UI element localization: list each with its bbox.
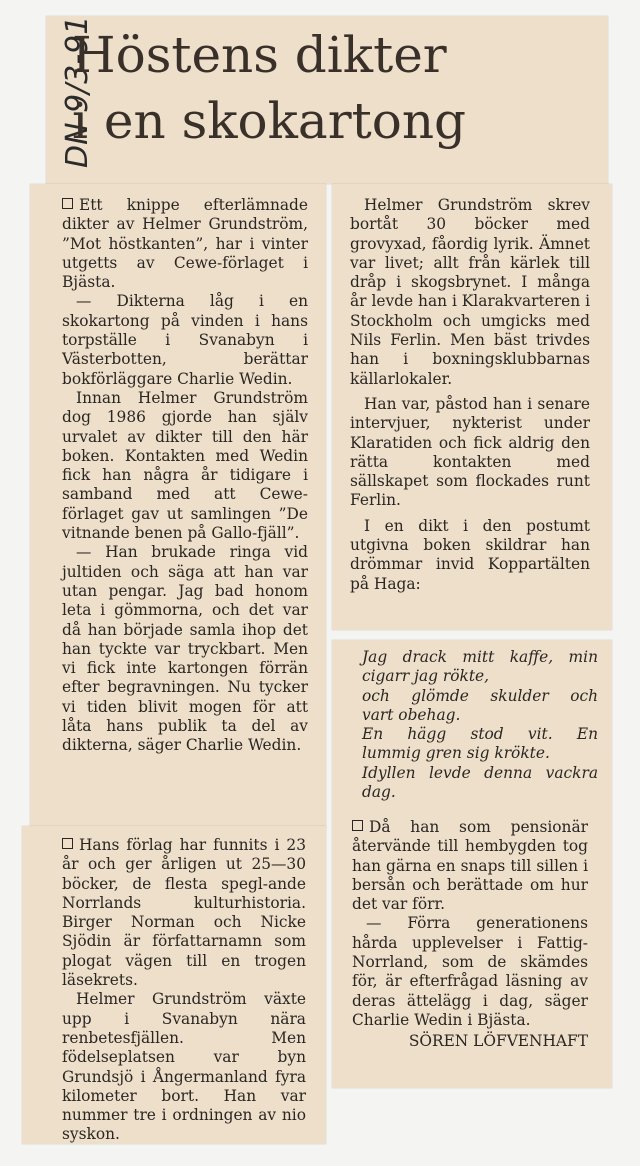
- column-4-paragraph: — Förra generationens hårda upplevelser i Fattig-Norrland, som de skämdes för, är efterfrågad läsning av deras ättelägg i dag, säger Charlie Wedin i Bjästa.: [352, 914, 588, 1029]
- byline: SÖREN LÖFVENHAFT: [408, 1032, 588, 1051]
- column-3-paragraph: Hans förlag har funnits i 23 år och ger årligen ut 25—30 böcker, de flesta spegl-ande Norrlands kulturhistoria. Birger Norman och Nicke Sjödin är författarnamn som plogat vägen till en trogen läsekrets.: [62, 836, 306, 990]
- article-column-2: [350, 196, 590, 594]
- column-2-paragraph: Helmer Grundström skrev bortåt 30 böcker med grovyxad, fåordig lyrik. Ämnet var livet; allt från kärlek till dråp i skogsbrynet. I många år levde han i Klarakvarteren i Stockholm och umgicks med Nils Ferlin. Men bäst trivdes han i boxningsklubbarnas källarlokaler.: [350, 196, 590, 388]
- poem-line: cigarr jag rökte,: [362, 667, 490, 686]
- poem-line: vart obehag.: [362, 705, 461, 724]
- poem-line: lummig gren sig krökte.: [362, 744, 550, 763]
- section-square-icon: [62, 838, 73, 849]
- column-1-paragraph: — Han brukade ringa vid jultiden och säga att han var utan pengar. Jag bad honom leta i gömmorna, och det var då han började samla ihop det han tyckte var tryckbart. Men vi fick inte kartongen förrän efter begravningen. Nu tycker vi tiden blivit mogen för att låta hans publik ta del av dikterna, säger Charlie Wedin.: [62, 543, 308, 755]
- poem-line: dag.: [362, 783, 396, 802]
- poem-excerpt: [362, 648, 598, 802]
- headline-line-2: i en skokartong: [72, 92, 467, 150]
- poem-line: En hägg stod vit. En: [362, 725, 598, 744]
- handwritten-date-text: DN 9/3-91: [60, 15, 95, 168]
- article-column-4: [352, 818, 588, 1052]
- column-1-paragraph: — Dikterna låg i en skokartong på vinden i hans torpställe i Svanabyn i Västerbotten, berättar bokförläggare Charlie Wedin.: [62, 292, 308, 388]
- column-4-paragraph: Då han som pensionär återvände till hembygden tog han gärna en snaps till sillen i bersån och berättade om hur det var förr.: [352, 818, 588, 914]
- headline-line-1: Höstens dikter: [72, 26, 447, 84]
- poem-line: och glömde skulder och: [362, 686, 598, 705]
- poem-line: Jag drack mitt kaffe, min: [362, 648, 598, 666]
- column-2-paragraph: I en dikt i den postumt utgivna boken skildrar han drömmar invid Koppartälten på Haga:: [350, 516, 590, 593]
- article-headline: [72, 22, 552, 154]
- column-1-paragraph: Innan Helmer Grundström dog 1986 gjorde han själv urvalet av dikter till den här boken. Kontakten med Wedin fick han några år tidigare i samband med att Cewe-förlaget gav ut samlingen ”De vitnande benen på Gallo-fjäll”.: [62, 388, 308, 543]
- column-3-paragraph: Helmer Grundström växte upp i Svanabyn nära renbetesfjällen. Men födelseplatsen var byn Grundsjö i Ångermanland fyra kilometer bort. Han var nummer tre i ordningen av nio syskon.: [62, 990, 306, 1144]
- section-square-icon: [352, 820, 363, 831]
- article-column-1: [62, 196, 308, 756]
- section-square-icon: [62, 198, 73, 209]
- article-column-3: [62, 836, 306, 1145]
- column-1-paragraph: Ett knippe efterlämnade dikter av Helmer Grundström, ”Mot höstkanten”, har i vinter utgetts av Cewe-förlaget i Bjästa.: [62, 196, 308, 292]
- column-2-paragraph: Han var, påstod han i senare intervjuer, nykterist under Klaratiden och fick aldrig den rätta kontakten med sällskapet som flockades runt Ferlin.: [350, 394, 590, 510]
- poem-line: Idyllen levde denna vackra: [362, 763, 598, 782]
